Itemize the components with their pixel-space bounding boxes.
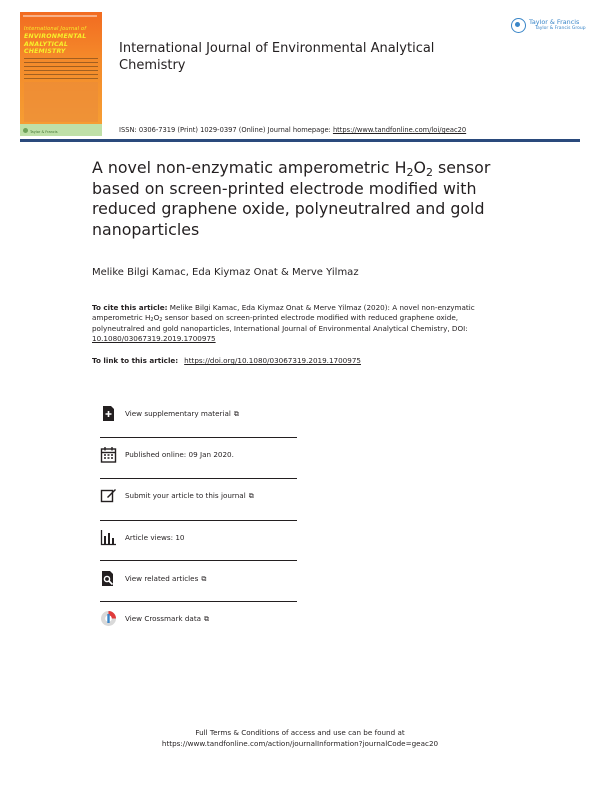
divider — [100, 560, 297, 561]
external-link-icon: ⧉ — [204, 615, 210, 623]
citation-text: O — [153, 313, 160, 323]
title-text: O — [413, 158, 426, 177]
footer-link[interactable]: https://www.tandfonline.com/action/journalInformation?journalCode=geac20 — [161, 739, 439, 748]
citation-subscript: 2 — [150, 317, 154, 324]
crossmark-item[interactable] — [100, 610, 297, 630]
journal-cover — [20, 12, 102, 136]
edit-icon — [100, 487, 117, 504]
cover-title — [24, 26, 98, 56]
footer — [100, 727, 500, 749]
title-text: A novel non-enzymatic amperometric H — [92, 158, 407, 177]
external-link-icon: ⧉ — [233, 410, 239, 418]
cover-image-block — [24, 82, 98, 122]
article-title — [92, 158, 532, 240]
link-label: To link to this article: — [92, 356, 179, 365]
bar-chart-icon — [100, 529, 117, 546]
submit-article-item[interactable] — [100, 487, 297, 507]
action-label: View Crossmark data — [125, 614, 202, 623]
action-label: Published online: 09 Jan 2020. — [125, 450, 234, 459]
action-label: View supplementary material — [125, 409, 231, 418]
citation-text: Melike Bilgi Kamac, Eda Kiymaz Onat & Merve Yilmaz (2020): A novel non-enzymatic amperometric H — [92, 303, 475, 323]
issn-text: ISSN: 0306-7319 (Print) 1029-0397 (Online) Journal homepage: — [119, 126, 333, 134]
divider — [100, 520, 297, 521]
cover-top-line — [23, 15, 97, 17]
related-articles-item[interactable] — [100, 570, 297, 590]
title-subscript: 2 — [406, 166, 414, 179]
cover-text-lines — [24, 58, 98, 82]
header-divider — [20, 139, 580, 142]
publisher-logo-name: Taylor & Francis — [529, 18, 580, 26]
issn-line — [119, 126, 559, 134]
action-label: View related articles — [125, 574, 199, 583]
external-link-icon: ⧉ — [248, 492, 254, 500]
publisher-logo-icon — [511, 18, 526, 33]
cover-publisher-logo-icon — [23, 128, 28, 133]
title-text: sensor based on screen-printed electrode modified with reduced graphene oxide, polyneutralred and gold nanoparticles — [92, 158, 491, 239]
action-label: Article views: 10 — [125, 533, 185, 542]
doi-link[interactable]: 10.1080/03067319.2019.1700975 — [92, 334, 216, 344]
authors: Melike Bilgi Kamac, Eda Kiymaz Onat & Merve Yilmaz — [92, 267, 359, 278]
external-link-icon: ⧉ — [201, 575, 207, 583]
published-online-item — [100, 446, 297, 466]
divider — [100, 478, 297, 479]
publisher-logo-sub: Taylor & Francis Group — [535, 26, 586, 31]
footer-line: Full Terms & Conditions of access and use can be found at — [195, 728, 405, 737]
crossmark-icon — [100, 610, 117, 627]
article-views-item — [100, 529, 297, 549]
citation-text: sensor based on screen-printed electrode modified with reduced graphene oxide, polyneutralred and gold nanoparticles, International Journal of Environmental Analytical Chemistry, DOI: — [92, 313, 468, 333]
cover-title-line: CHEMISTRY — [24, 48, 66, 56]
magnifier-document-icon — [100, 570, 117, 587]
citation-label: To cite this article: — [92, 303, 168, 312]
action-label: Submit your article to this journal — [125, 491, 246, 500]
citation-subscript: 2 — [159, 317, 163, 324]
title-subscript: 2 — [425, 166, 433, 179]
publisher-logo[interactable] — [511, 16, 586, 38]
calendar-icon — [100, 446, 117, 463]
divider — [100, 437, 297, 438]
link-line — [92, 356, 512, 365]
article-link[interactable]: https://doi.org/10.1080/03067319.2019.1700975 — [184, 356, 361, 365]
citation-block — [92, 303, 512, 345]
document-plus-icon — [100, 405, 117, 422]
journal-title: International Journal of Environmental Analytical Chemistry — [119, 41, 435, 73]
journal-homepage-link[interactable]: https://www.tandfonline.com/loi/geac20 — [332, 126, 467, 134]
cover-publisher: Taylor & Francis — [30, 130, 58, 134]
cover-title-line: ENVIRONMENTAL — [24, 33, 87, 41]
cover-title-line: International Journal of — [24, 26, 87, 32]
cover-title-line: ANALYTICAL — [24, 40, 69, 48]
supplementary-material-item[interactable] — [100, 405, 297, 425]
divider — [100, 601, 297, 602]
